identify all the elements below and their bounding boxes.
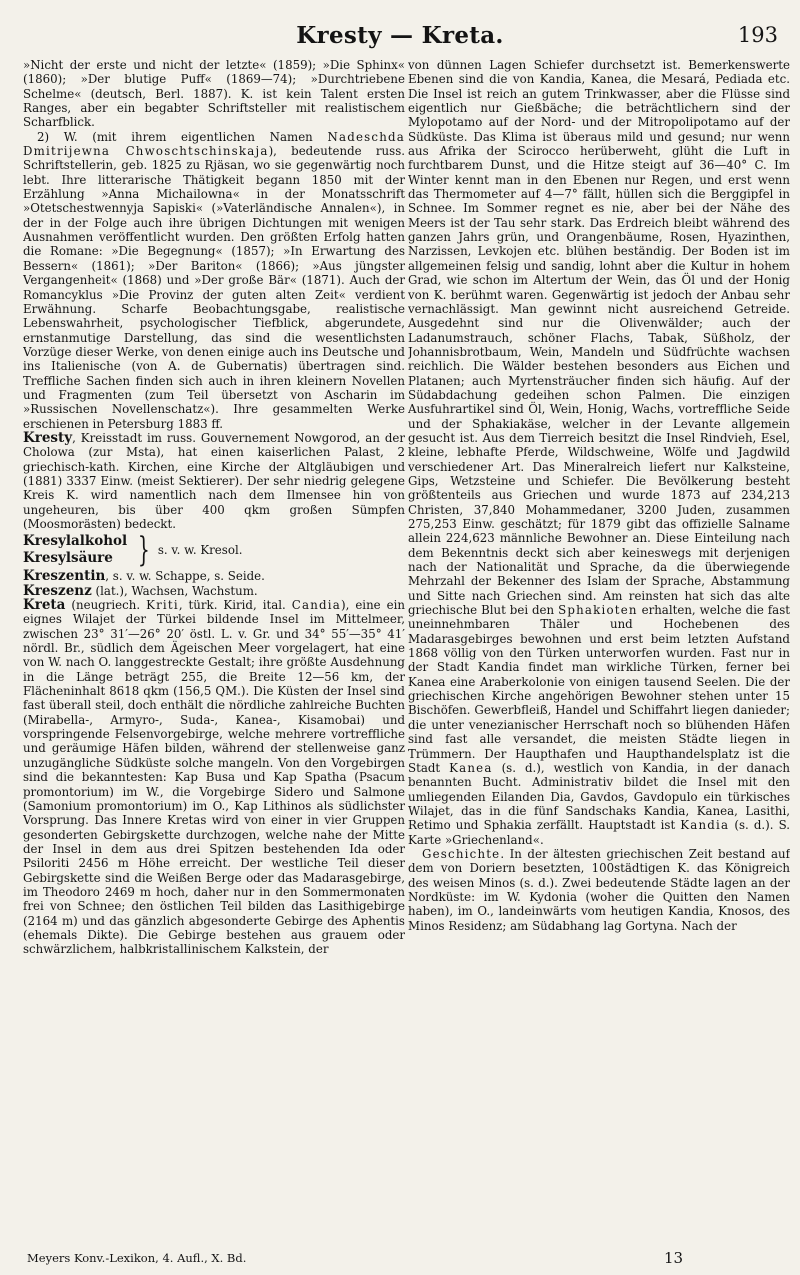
grouped-headwords [23, 533, 127, 567]
kreszenz-entry [23, 584, 405, 598]
page-number: 193 [737, 23, 778, 47]
page-footer [0, 1248, 800, 1270]
kresyl-entry-group [23, 530, 405, 571]
headword-kresylsaeure: Kresylsäure [23, 550, 113, 567]
left-column [23, 58, 405, 1241]
right-column [408, 58, 790, 1241]
page-header [0, 10, 800, 50]
spaced-word: Kriti [146, 598, 179, 613]
spaced-name: Nadeschda Dmitrijewna Chwoschtschinskaja [23, 129, 405, 159]
entry-text: 2) W. (mit ihrem eigentlichen Namen [37, 129, 328, 144]
entry-text: von dünnen Lagen Schiefer durchsetzt ist. Bemerkenswerte Ebenen sind die von Kandia, Kanea, die Mesará, Pediada etc. Die Insel ist reich an gutem Trinkwasser, aber die Flüsse sind eigentlich nur Gießbäche; die beträchtlichern sind der Mylopotamo auf der Nord- und der Mitropolipotamo auf der Südküste. Das Klima ist überaus mild und gesund; nur wenn aus Afrika der Scirocco herüberweht, glüht die Luft in furchtbarem Dunst, und die Hitze steigt auf 36—40° C. Im Winter kennt man in den Ebenen nur Regen, und erst wenn das Thermometer auf 4—7° fällt, hüllen sich die Berggipfel in Schnee. Im Sommer regnet es nie, aber bei der Nähe des Meers ist der Tau sehr stark. Das Erdreich bleibt während des ganzen Jahrs grün, und Orangenbäume, Rosen, Hyazinthen, Narzissen, Levkojen etc. blühen beständig. Der Boden ist im allgemeinen felsig und sandig, lohnt aber die Kultur in hohem Grad, wie schon im Altertum der Wein, das Öl und der Honig von K. berühmt waren. Gegenwärtig ist jedoch der Anbau sehr vernachlässigt. Man gewinnt nicht ausreichend Getreide. Ausgedehnt sind nur die Olivenwälder; auch der Ladanumstrauch, schöner Flachs, Tabak, Süßholz, der Johannisbrotbaum, Wein, Mandeln und Südfrüchte wachsen reichlich. Die Wälder bestehen besonders aus Eichen und Platanen; auch Myrtensträucher finden sich häufig. Auf der Südabdachung gedeihen schon Palmen. Die einzigen Ausfuhrartikel sind Öl, Wein, Honig, Wachs, vortreffliche Seide und der Sphakiakäse, welcher in der Levante allgemein gesucht ist. Aus dem Tierreich besitzt die Insel Rindvieh, Esel, kleine, lebhafte Pferde, Wildschweine, Wölfe und Jagdwild verschiedener Art. Das Mineralreich liefert nur Kalksteine, Gips, Wetzsteine und Schiefer. Die Bevölkerung besteht größtenteils aus Griechen und wurde 1873 auf 234,213 Christen, 37,840 Mohammedaner, 3200 Juden, zusammen 275,253 Einw. geschätzt; für 1879 gibt das offizielle Salname allein 224,623 männliche Bewohner an. Diese Einteilung nach dem Bekenntnis deckt sich aber keineswegs mit derjenigen nach der Nationalität und Sprache, da die überwiegende Mehrzahl der Bekenner des Islam der Sprache, Abstammung und Sitte nach Griechen sind. Am reinsten hat sich das alte griechische Blut bei den [408, 58, 790, 618]
signature-mark: 13 [664, 1249, 684, 1267]
geschichte-paragraph [408, 847, 790, 933]
entry-text: (s. d.), westlich von Kandia, in der danach benannten Bucht. Administrativ bildet die Insel mit den umliegenden Eilanden Dia, Gavdos, Gavdopulo ein türkisches Wilajet, das in die fünf Sandschaks Kandia, Kanea, Lasithi, Retimo und Sphakia zerfällt. Hauptstadt ist [408, 760, 790, 833]
entry-text: (neugriech. [65, 598, 147, 613]
running-head: Kresty — Kreta. [296, 22, 504, 49]
spaced-word: Kandia [680, 818, 730, 833]
entry-text: (lat.), Wachsen, Wachstum. [91, 583, 258, 598]
entry-text: ), eine ein eignes Wilajet der Türkei bildende Insel im Mittelmeer, zwischen 23° 31′—26° 20′ östl. L. v. Gr. und 34° 55′—35° 41′ nördl. Br., südlich dem Ägeischen Meer vorgelagert, hat eine von W. nach O. langgestreckte Gestalt; ihre größte Ausdehnung in die Länge beträgt 255, die Breite 12—56 km, der Flächeninhalt 8618 qkm (156,5 QM.). Die Küsten der Insel sind fast überall steil, doch enthält die nördliche zahlreiche Buchten (Mirabella-, Armyro-, Suda-, Kanea-, Kisamobai) und vorspringende Felsenvorgebirge, welche mehrere vortreffliche und geräumige Häfen bilden, während der stellenweise ganz unzugängliche Südküste solche mangeln. Von den Vorgebirgen sind die bekanntesten: Kap Busa und Kap Spatha (Psacum promontorium) im W., die Vorgebirge Sidero und Salmone (Samonium promontorium) im O., Kap Lithinos als südlichster Vorsprung. Das Innere Kretas wird von einer in vier Gruppen gesonderten Gebirgskette durchzogen, welche nahe der Mitte der Insel in dem aus drei Spitzen bestehenden Ida oder Psiloriti 2456 m Höhe erreicht. Der westliche Teil dieser Gebirgskette sind die Weißen Berge oder das Madarasgebirge, im Theodoro 2469 m hoch, daher nur in den Sommermonaten frei von Schnee; den östlichen Teil bilden das Lasithigebirge (2164 m) und das gänzlich abgesonderte Gebirge des Aphentis (ehemals Dikte). Die Gebirge bestehen aus grauem oder schwärzlichem, halbkristallinischem Kalkstein, der [23, 598, 405, 957]
entry-text: . In der ältesten griechischen Zeit bestand auf dem von Doriern besetzten, 100städtigen K. das Königreich des weisen Minos (s. d.). Zwei bedeutende Städte lagen an der Nordküste: im W. Kydonia (woher die Quitten den Namen haben), im O., landeinwärts vom heutigen Kandia, Knosos, des Minos Residenz; am Südabhang lag Gortyna. Nach der [408, 846, 790, 933]
spaced-word: Candia [291, 598, 341, 613]
entry-text: , Kreisstadt im russ. Gouvernement Nowgorod, an der Cholowa (zur Msta), hat einen kaiserlichen Palast, 2 griechisch-kath. Kirchen, eine Kirche der Altgläubigen und (1881) 3337 Einw. (meist Sektierer). Der sehr niedrig gelegene Kreis K. wird namentlich nach dem Ilmensee hin von ungeheuren, bis über 400 qkm großen Sümpfen (Moosmorästen) bedeckt. [23, 430, 405, 531]
headword-kreta: Kreta [23, 597, 66, 614]
spaced-word: Sphakioten [558, 603, 638, 618]
headword-kresylalkohol: Kresylalkohol [23, 533, 128, 550]
entry-text: , türk. Kirid, ital. [178, 598, 292, 613]
entry-text: (s. d.). S. Karte »Griechenland«. [408, 818, 790, 847]
kreta-entry [23, 598, 405, 957]
entry-text: , s. v. w. Schappe, s. Seide. [105, 569, 265, 584]
kreta-continued-paragraph [408, 58, 790, 847]
chwoschtschinskaja-entry [23, 130, 405, 431]
headword-kresty: Kresty [23, 429, 73, 446]
headword-kreszenz: Kreszenz [23, 582, 92, 599]
entry-text: erhalten, welche die fast uneinnehmbaren Thäler und Hochebenen des Madarasgebirges bewohnen und erst beim letzten Aufstand 1868 völlig von den Türken unterworfen wurden. Fast nur in der Stadt Kandia findet man wirkliche Türken, ferner bei Kanea eine Araberkolonie von einigen tausend Seelen. Die der griechischen Kirche angehörigen Bewohner stehen unter 15 Bischöfen. Gewerbfleiß, Handel und Schiffahrt liegen danieder; die unter venezianischer Herrschaft noch so blühenden Häfen sind fast alle versandet, die meisten Städte liegen in Trümmern. Der Haupthafen und Haupthandelsplatz ist die Stadt [408, 603, 790, 775]
headword-kreszentin: Kreszentin [23, 568, 106, 585]
spaced-word: Kanea [449, 760, 493, 775]
krestowskij-works-paragraph: »Nicht der erste und nicht der letzte« (1859); »Die Sphinx« (1860); »Der blutige Puff« (1869—74); »Durchtriebene Schelme« (deutsch, Berl. 1887). K. ist kein Talent ersten Ranges, aber ein begabter Schriftsteller mit realistischem Scharfblick. [23, 58, 405, 130]
kresty-entry [23, 431, 405, 531]
section-label: Geschichte [422, 846, 501, 861]
entry-text: ), bedeutende russ. Schriftstellerin, geb. 1825 zu Rjäsan, wo sie gegenwärtig noch lebt. Ihre litterarische Thätigkeit begann 1850 mit der Erzählung »Anna Michailowna« in der Monatsschrift »Otetschestwennyja Sapiski« (»Vaterländische Annalen«), in der in der Folge auch ihre übrigen Dichtungen mit wenigen Ausnahmen veröffentlicht wurden. Den größten Erfolg hatten die Romane: »Die Begegnung« (1857); »In Erwartung des Bessern« (1861); »Der Bariton« (1866); »Aus jüngster Vergangenheit« (1868) und »Der große Bär« (1871). Auch der Romancyklus »Die Provinz der guten alten Zeit« verdient Erwähnung. Scharfe Beobachtungsgabe, realistische Lebenswahrheit, psychologischer Tiefblick, abgerundete, ernstanmutige Darstellung, das sind die wesentlichsten Vorzüge dieser Werke, von denen einige auch ins Deutsche und ins Italienische (von A. de Gubernatis) übertragen sind. Treffliche Sachen finden sich auch in ihren kleinern Novellen und Fragmenten (zum Teil übersetzt von Ascharin im »Russischen Novellenschatz«). Ihre gesammelten Werke erschienen in Petersburg 1883 ff. [23, 144, 405, 431]
source-line: Meyers Konv.-Lexikon, 4. Aufl., X. Bd. [27, 1251, 247, 1265]
cross-reference: s. v. w. Kresol. [157, 543, 243, 558]
kreszentin-entry [23, 569, 405, 583]
brace-icon: } [138, 530, 150, 571]
